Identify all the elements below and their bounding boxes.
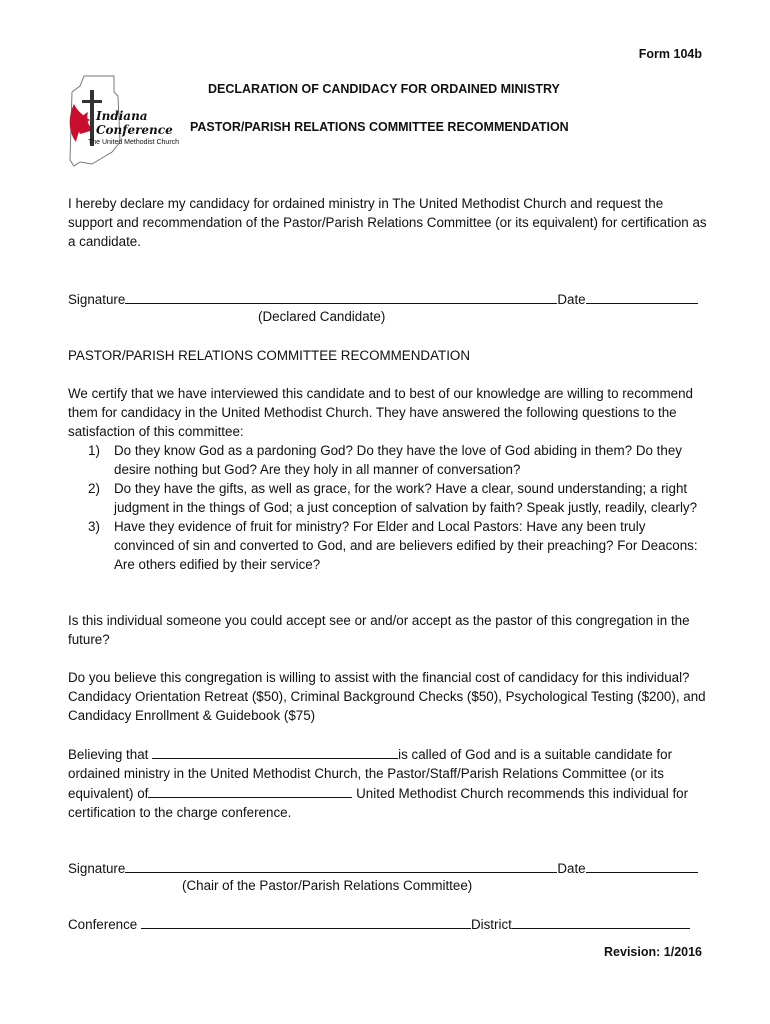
district-field[interactable] — [512, 914, 690, 929]
candidate-name-field[interactable] — [152, 744, 398, 759]
district-label: District — [470, 917, 512, 932]
page-title: DECLARATION OF CANDIDACY FOR ORDAINED MINISTRY — [208, 82, 560, 96]
chair-signature-row — [68, 858, 708, 878]
date-label: Date — [557, 292, 586, 307]
candidate-date-field[interactable] — [586, 289, 698, 304]
candidate-signature-row — [68, 289, 708, 309]
conference-field[interactable] — [141, 914, 471, 929]
conference-district-row — [68, 914, 708, 934]
section-heading: PASTOR/PARISH RELATIONS COMMITTEE RECOMMENDATION — [68, 348, 470, 363]
logo-line2: Conference — [96, 123, 173, 137]
certify-text: We certify that we have interviewed this candidate and to best of our knowledge are willing to recommend them for candidacy in the United Methodist Church. They have answered the following questions to the satisfaction of this committee: — [68, 386, 693, 439]
page-subtitle: PASTOR/PARISH RELATIONS COMMITTEE RECOMMENDATION — [190, 120, 569, 134]
church-name-field[interactable] — [148, 783, 352, 798]
conference-logo — [62, 72, 182, 172]
date-label: Date — [557, 861, 586, 876]
signature-label: Signature — [68, 861, 126, 876]
list-item: 3) Have they evidence of fruit for ministry? For Elder and Local Pastors: Have any been truly convinced of sin and converted to God, and are believers edified by their preaching? For Deacons: Are others edified by their service? — [88, 519, 698, 572]
form-number: Form 104b — [638, 47, 702, 61]
cross-icon — [90, 90, 94, 146]
candidate-signature-field[interactable] — [125, 289, 557, 304]
believing-statement: Believing that is called of God and is a suitable candidate for ordained ministry in the United Methodist Church, the Pastor/Staff/Parish Relations Committee (or its equivalent) of United Methodist Church recommends this individual for certification to the charge conference. — [68, 744, 708, 822]
conference-label: Conference — [68, 917, 141, 932]
list-item: 1) Do they know God as a pardoning God? Do they have the love of God abiding in them? Do they desire nothing but God? Are they holy in all manner of conversation? — [88, 443, 682, 477]
accept-question: Is this individual someone you could accept see or and/or accept as the pastor of this congregation in the future? — [68, 613, 690, 647]
revision-note: Revision: 1/2016 — [604, 945, 702, 959]
candidate-caption: (Declared Candidate) — [258, 309, 386, 324]
declaration-text: I hereby declare my candidacy for ordained ministry in The United Methodist Church and request the support and recommendation of the Pastor/Parish Relations Committee (or its equivalent) for certification as a candidate. — [68, 196, 707, 249]
chair-signature-field[interactable] — [125, 858, 557, 873]
logo-line1: Indiana — [96, 109, 148, 123]
chair-date-field[interactable] — [586, 858, 698, 873]
chair-caption: (Chair of the Pastor/Parish Relations Committee) — [182, 878, 473, 893]
logo-line3: The United Methodist Church — [88, 139, 180, 146]
signature-label: Signature — [68, 292, 126, 307]
list-item: 2) Do they have the gifts, as well as grace, for the work? Have a clear, sound understanding; a right judgment in the things of God; a just conception of salvation by faith? Speak justly, readily, clearly? — [88, 481, 698, 515]
financial-question: Do you believe this congregation is willing to assist with the financial cost of candidacy for this individual? Candidacy Orientation Retreat ($50), Criminal Background Checks ($50), Psychological Testing ($200), and Candidacy Enrollment & Guidebook ($75) — [68, 670, 706, 723]
questions-list — [68, 441, 708, 574]
